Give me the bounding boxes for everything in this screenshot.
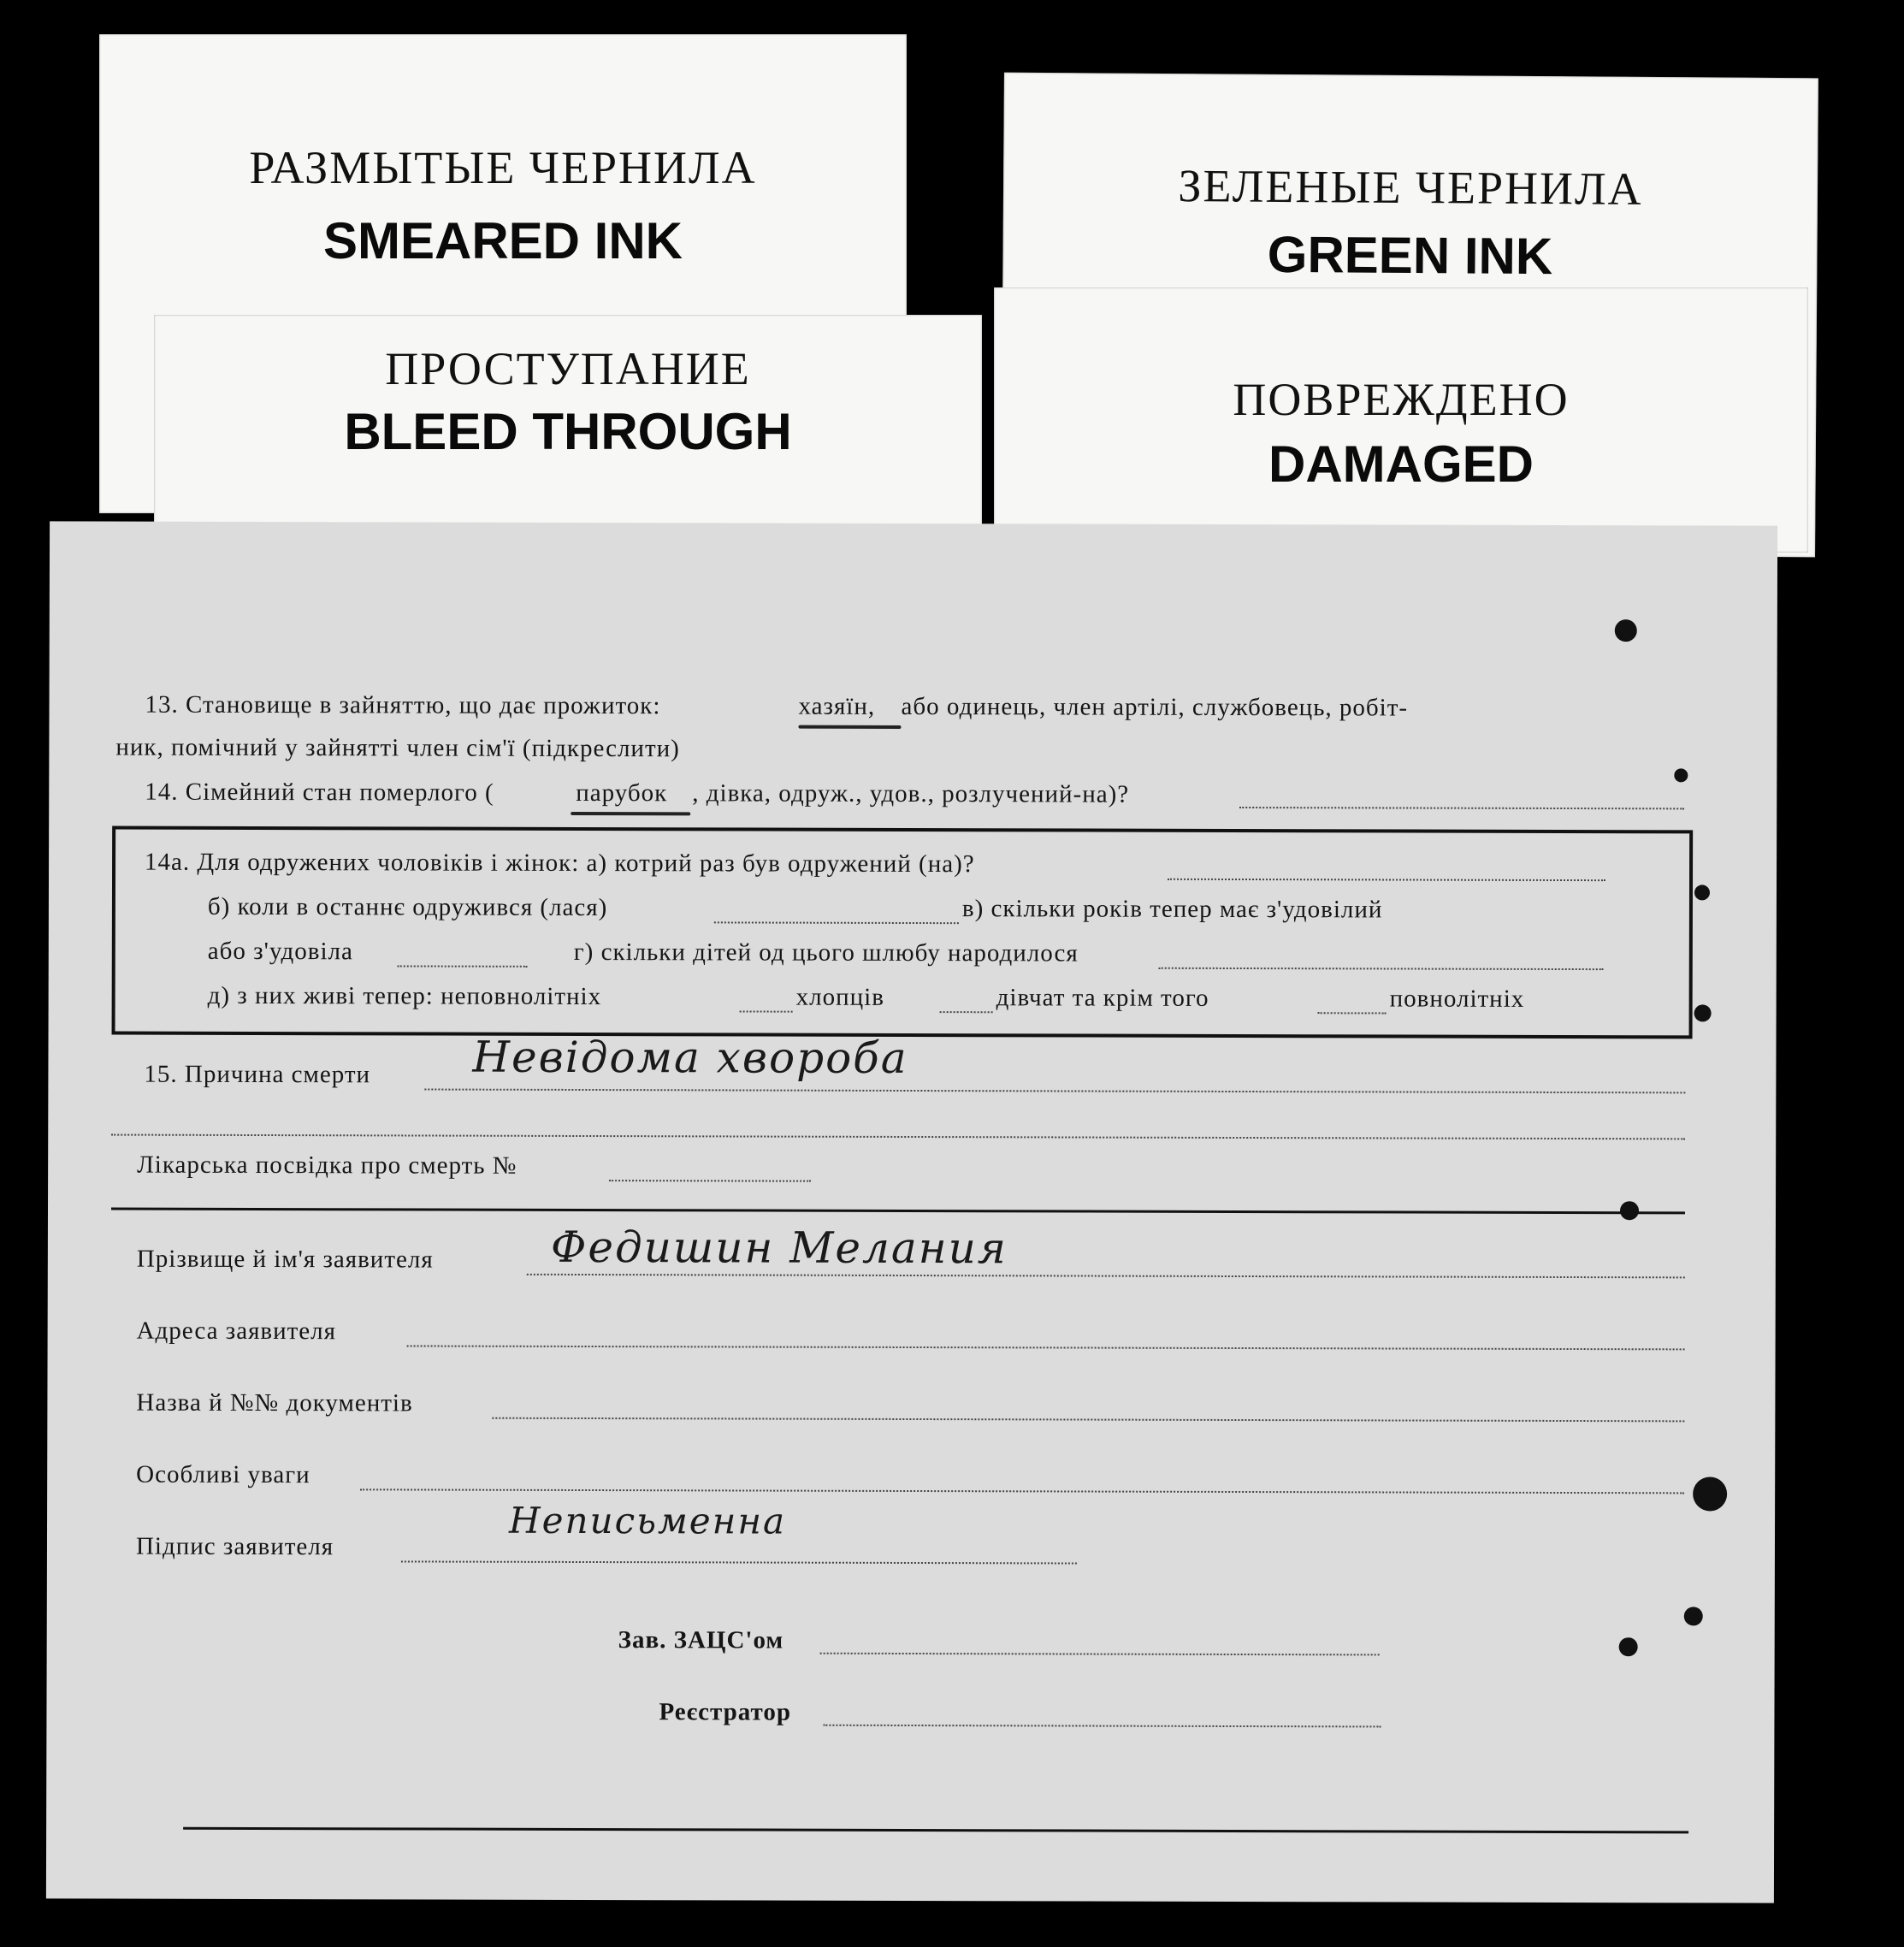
q13-underlined-option: хазяїн,: [798, 692, 876, 720]
q14a-line4-d: повнолітніх: [1389, 985, 1525, 1013]
card-label-ru: ПОВРЕЖДЕНО: [1233, 374, 1570, 425]
documents-answer-line: [492, 1417, 1684, 1423]
death-record-form: [46, 521, 1777, 1903]
applicant-signature-label: Підпис заявителя: [135, 1532, 334, 1561]
handwritten-applicant-name: Федишин Мелания: [550, 1222, 1008, 1274]
applicant-signature-answer-line: [401, 1560, 1077, 1564]
punch-hole-mark: [1694, 1004, 1712, 1021]
q14a-line1-answer: [1168, 879, 1605, 881]
q14a-line3-b: г) скільки дітей од цього шлюбу народилося: [573, 938, 1079, 968]
q14a-line2-b: в) скільки років тепер має з'удовілий: [961, 895, 1383, 924]
card-label-ru: ПРОСТУПАНИЕ: [385, 343, 751, 394]
notes-answer-line: [360, 1488, 1684, 1494]
handwritten-underline: [571, 812, 690, 815]
q14a-line4-answer-2: [940, 1011, 993, 1013]
q14a-line4-b: хлопців: [795, 983, 884, 1011]
q14a-box: [112, 826, 1694, 1039]
label-card-damaged: [994, 287, 1808, 553]
q14a-line3-answer: [398, 965, 528, 967]
q14a-line2-a: б) коли в останнє одружився (лася): [207, 892, 608, 922]
q14a-line2-answer: [714, 921, 959, 924]
card-label-ru: ЗЕЛЕНЫЕ ЧЕРНИЛА: [1178, 160, 1643, 215]
q13-text-line2: ник, помічний у зайнятті член сім'ї (підкреслити): [115, 733, 680, 763]
card-label-en: BLEED THROUGH: [344, 403, 792, 460]
q13-text-start: 13. Становище в зайняттю, що дає прожиток:: [145, 690, 661, 720]
q13-text-end: або одинець, член артілі, службовець, робіт-: [901, 692, 1409, 722]
notes-label: Особливі уваги: [136, 1460, 310, 1489]
medical-cert-answer-line: [609, 1180, 811, 1182]
q15-answer-line: [424, 1089, 1685, 1094]
head-zags-answer-line: [820, 1653, 1380, 1656]
head-zags-label: Зав. ЗАЦС'ом: [618, 1626, 784, 1654]
handwritten-signature: Неписьменна: [508, 1499, 787, 1542]
card-label-en: DAMAGED: [1268, 435, 1534, 493]
applicant-address-label: Адреса заявителя: [136, 1317, 337, 1346]
q14a-line3-a: або з'удовіла: [207, 937, 353, 966]
q14a-line4-c: дівчат та крім того: [996, 984, 1209, 1012]
applicant-name-answer-line: [527, 1274, 1685, 1279]
q14a-line4-answer-3: [1318, 1012, 1387, 1014]
q14a-line4-a: д) з них живі тепер: неповнолітніх: [207, 981, 602, 1011]
q14-answer-line: [1239, 807, 1684, 809]
card-label-en: SMEARED INK: [322, 212, 683, 269]
handwritten-underline: [798, 725, 901, 729]
q14a-line4-answer-1: [740, 1010, 793, 1012]
applicant-name-label: Прізвище й ім'я заявителя: [136, 1245, 434, 1274]
q15-label: 15. Причина смерти: [144, 1060, 371, 1089]
documents-label: Назва й №№ документів: [136, 1388, 413, 1417]
q14a-line3-answer-2: [1159, 968, 1604, 970]
q14-text-end: , дівка, одруж., удов., розлучений-на)?: [692, 779, 1130, 808]
label-card-bleed-through: [154, 315, 982, 547]
q15-answer-line-2: [111, 1134, 1685, 1140]
bottom-rule: [183, 1827, 1688, 1834]
punch-hole-mark: [1619, 1637, 1638, 1656]
applicant-address-answer-line: [407, 1345, 1685, 1350]
punch-hole-mark: [1620, 1201, 1639, 1220]
registrar-answer-line: [823, 1725, 1381, 1728]
registrar-label: Реєстратор: [659, 1698, 792, 1726]
section-divider: [111, 1208, 1685, 1215]
card-label-ru: РАЗМЫТЫЕ ЧЕРНИЛА: [249, 142, 757, 193]
punch-hole-mark: [1674, 768, 1688, 782]
card-label-en: GREEN INK: [1267, 225, 1553, 286]
q14-text-start: 14. Сімейний стан померлого (: [145, 778, 494, 807]
punch-hole-mark: [1684, 1607, 1703, 1625]
handwritten-cause-of-death: Невідома хвороба: [472, 1032, 908, 1083]
punch-hole-mark: [1615, 619, 1637, 642]
q14-underlined-option: парубок: [576, 778, 668, 808]
punch-hole-mark: [1694, 885, 1710, 900]
punch-hole-mark: [1693, 1477, 1727, 1511]
q14a-line1: 14а. Для одружених чоловіків і жінок: а) котрий раз був одружений (на)?: [145, 848, 975, 879]
medical-cert-label: Лікарська посвідка про смерть №: [137, 1151, 517, 1180]
